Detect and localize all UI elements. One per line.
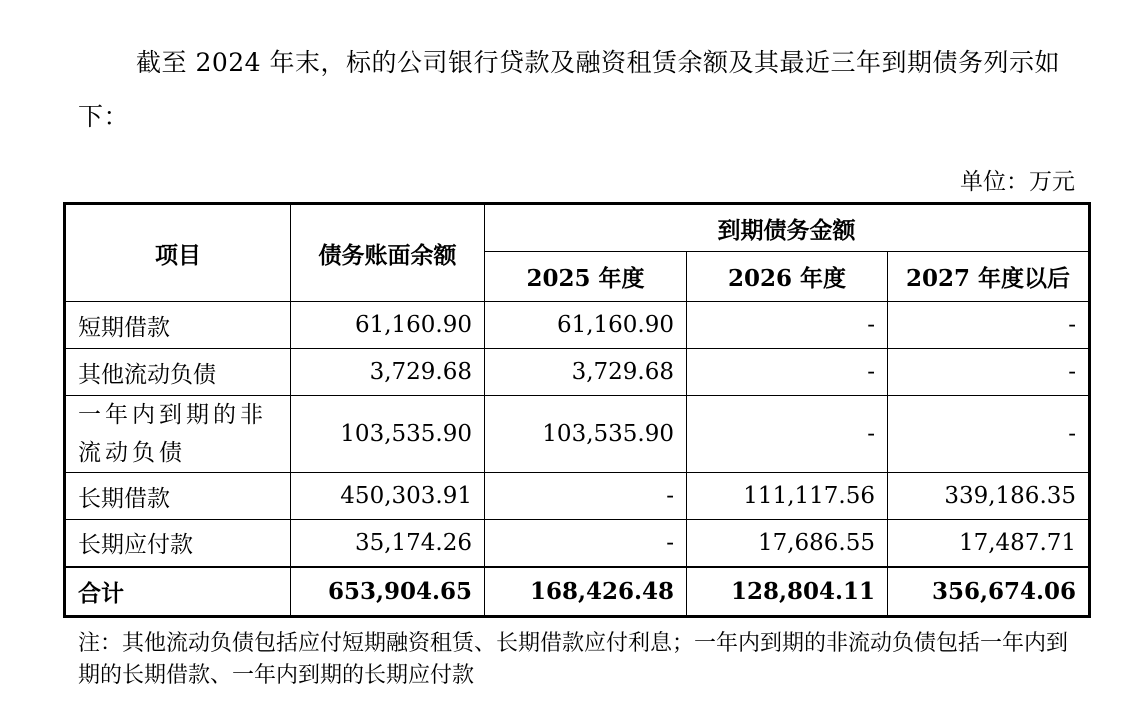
- row-label: 长期应付款: [65, 520, 291, 567]
- table-row: [65, 302, 1090, 349]
- row-2027: -: [888, 349, 1090, 396]
- row-2026: -: [687, 396, 888, 473]
- row-book: 450,303.91: [291, 473, 485, 520]
- debt-maturity-table: [63, 202, 1091, 618]
- header-book-balance: 债务账面余额: [291, 204, 485, 302]
- header-2025: 2025 年度: [485, 252, 687, 302]
- unit-label: 单位：万元: [960, 169, 1075, 195]
- row-2025: 61,160.90: [485, 302, 687, 349]
- row-2027: -: [888, 302, 1090, 349]
- row-2026: -: [687, 302, 888, 349]
- row-2025: 3,729.68: [485, 349, 687, 396]
- header-2027: 2027 年度以后: [888, 252, 1090, 302]
- total-2027: 356,674.06: [888, 567, 1090, 617]
- row-2025: -: [485, 473, 687, 520]
- row-book: 35,174.26: [291, 520, 485, 567]
- header-maturity-group: 到期债务金额: [485, 204, 1090, 252]
- total-2026: 128,804.11: [687, 567, 888, 617]
- row-book: 61,160.90: [291, 302, 485, 349]
- header-2026: 2026 年度: [687, 252, 888, 302]
- row-2026: -: [687, 349, 888, 396]
- header-item: 项目: [65, 204, 291, 302]
- total-label: 合计: [65, 567, 291, 617]
- row-book: 103,535.90: [291, 396, 485, 473]
- row-label: 一年内到期的非流动负债: [65, 396, 291, 473]
- table-row: [65, 349, 1090, 396]
- row-2027: 17,487.71: [888, 520, 1090, 567]
- row-2025: 103,535.90: [485, 396, 687, 473]
- row-2026: 111,117.56: [687, 473, 888, 520]
- total-book: 653,904.65: [291, 567, 485, 617]
- total-2025: 168,426.48: [485, 567, 687, 617]
- total-row: [65, 567, 1090, 617]
- row-2027: 339,186.35: [888, 473, 1090, 520]
- table-row: [65, 520, 1090, 567]
- row-2026: 17,686.55: [687, 520, 888, 567]
- table-row: [65, 473, 1090, 520]
- intro-paragraph: 截至 2024 年末，标的公司银行贷款及融资租赁余额及其最近三年到期债务列示如下：: [78, 48, 1061, 131]
- row-2027: -: [888, 396, 1090, 473]
- row-label: 长期借款: [65, 473, 291, 520]
- row-label: 其他流动负债: [65, 349, 291, 396]
- row-2025: -: [485, 520, 687, 567]
- row-book: 3,729.68: [291, 349, 485, 396]
- table-note: 注：其他流动负债包括应付短期融资租赁、长期借款应付利息；一年内到期的非流动负债包括一年内到期的长期借款、一年内到期的长期应付款: [78, 631, 1069, 688]
- table-row: [65, 396, 1090, 473]
- row-label: 短期借款: [65, 302, 291, 349]
